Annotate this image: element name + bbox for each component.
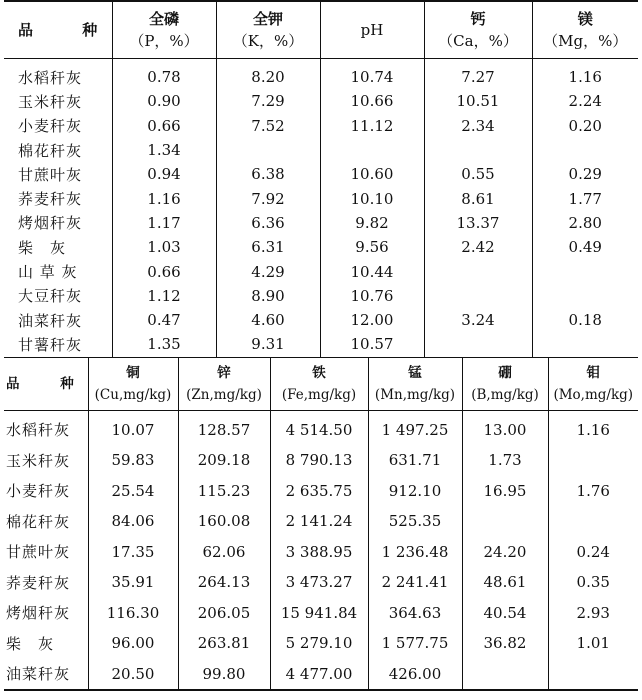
table-cell: [424, 284, 532, 308]
table-cell: 10.07: [88, 410, 178, 445]
table-cell: 364.63: [368, 598, 462, 629]
table-cell: 2.34: [424, 114, 532, 138]
table-cell: [532, 284, 638, 308]
table-cell: 36.82: [462, 628, 548, 659]
table-cell: [548, 445, 638, 476]
table-cell: 1.76: [548, 476, 638, 507]
table-cell: 2 241.41: [368, 567, 462, 598]
row-variety-name: 柴 灰: [6, 634, 55, 653]
table-cell: 426.00: [368, 659, 462, 691]
table-cell: 1.73: [462, 445, 548, 476]
table-cell: 0.35: [548, 567, 638, 598]
table-row: [4, 308, 638, 332]
table-cell: 1.16: [532, 59, 638, 90]
table-row: [4, 332, 638, 356]
row-variety-name: 烤烟秆灰: [18, 214, 83, 233]
table-row: [4, 598, 638, 629]
table-cell: 10.66: [320, 89, 424, 113]
table-cell: 17.35: [88, 537, 178, 568]
header-magnesium: 镁 （Mg，%）: [532, 1, 638, 59]
table-cell: 1.77: [532, 186, 638, 210]
table-cell: 5 279.10: [270, 628, 368, 659]
header-calcium: 钙 （Ca，%）: [424, 1, 532, 59]
table-row: [4, 162, 638, 186]
row-variety-name: 油菜秆灰: [18, 311, 83, 330]
table-cell: 2 141.24: [270, 506, 368, 537]
table-row: [4, 567, 638, 598]
table-cell: 1.17: [112, 211, 216, 235]
row-variety-name: 棉花秆灰: [6, 512, 71, 531]
table-cell: 631.71: [368, 445, 462, 476]
table-cell: 1.35: [112, 332, 216, 356]
table-cell: 116.30: [88, 598, 178, 629]
table-cell: 6.36: [216, 211, 320, 235]
table-cell: 4 477.00: [270, 659, 368, 691]
table-cell: 1.12: [112, 284, 216, 308]
table-row: [4, 537, 638, 568]
table-row: [4, 659, 638, 691]
table-cell: 0.47: [112, 308, 216, 332]
table-cell: [532, 259, 638, 283]
table-cell: [424, 259, 532, 283]
table-cell: [216, 138, 320, 162]
table-cell: 6.38: [216, 162, 320, 186]
table-cell: 20.50: [88, 659, 178, 691]
table-cell: 35.91: [88, 567, 178, 598]
table-cell: 10.57: [320, 332, 424, 356]
table-cell: 1.01: [548, 628, 638, 659]
table-cell: 0.49: [532, 235, 638, 259]
table-cell: 9.31: [216, 332, 320, 356]
table-row: [4, 628, 638, 659]
row-variety-name: 大豆秆灰: [18, 287, 83, 306]
table-cell: [548, 659, 638, 691]
table-cell: 62.06: [178, 537, 270, 568]
table-cell: 2 635.75: [270, 476, 368, 507]
ash-nutrient-tables: [4, 0, 638, 691]
table-cell: 25.54: [88, 476, 178, 507]
row-variety-name: 柴 灰: [18, 238, 67, 257]
table-cell: [462, 506, 548, 537]
table-cell: 1.16: [548, 410, 638, 445]
header-manganese: 锰 (Mn,mg/kg): [368, 357, 462, 410]
header-copper: 铜 (Cu,mg/kg): [88, 357, 178, 410]
row-variety-name: 棉花秆灰: [18, 141, 83, 160]
table-cell: [532, 332, 638, 356]
table-cell: 4.29: [216, 259, 320, 283]
table-cell: 1.03: [112, 235, 216, 259]
table-cell: 3 388.95: [270, 537, 368, 568]
table-cell: 7.27: [424, 59, 532, 90]
table-cell: 1 497.25: [368, 410, 462, 445]
table-cell: 15 941.84: [270, 598, 368, 629]
table-cell: 16.95: [462, 476, 548, 507]
table-header-row: [4, 357, 638, 410]
header-total-phosphorus: 全磷 （P，%）: [112, 1, 216, 59]
table-row: [4, 235, 638, 259]
table-cell: 96.00: [88, 628, 178, 659]
row-variety-name: 水稻秆灰: [6, 421, 71, 440]
row-variety-name: 甘蔗叶灰: [6, 543, 71, 562]
table-cell: 2.93: [548, 598, 638, 629]
table-cell: 0.18: [532, 308, 638, 332]
table-cell: 6.31: [216, 235, 320, 259]
micro-nutrient-table: [4, 357, 638, 692]
table-cell: 128.57: [178, 410, 270, 445]
table-cell: 8 790.13: [270, 445, 368, 476]
table-cell: 209.18: [178, 445, 270, 476]
table-row: [4, 186, 638, 210]
table-cell: 1 236.48: [368, 537, 462, 568]
table-cell: 4 514.50: [270, 410, 368, 445]
table-cell: 2.42: [424, 235, 532, 259]
table-cell: 0.94: [112, 162, 216, 186]
table-row: [4, 506, 638, 537]
table-cell: 7.29: [216, 89, 320, 113]
row-variety-name: 玉米秆灰: [18, 92, 83, 111]
table-cell: [424, 138, 532, 162]
table-cell: 0.66: [112, 114, 216, 138]
row-variety-name: 荞麦秆灰: [18, 190, 83, 209]
row-variety-name: 甘薯秆灰: [18, 335, 83, 354]
header-ph: pH: [320, 1, 424, 59]
table-cell: 0.24: [548, 537, 638, 568]
header-boron: 硼 (B,mg/kg): [462, 357, 548, 410]
header-total-potassium: 全钾 （K，%）: [216, 1, 320, 59]
table-cell: 10.76: [320, 284, 424, 308]
header-iron: 铁 (Fe,mg/kg): [270, 357, 368, 410]
header-zinc: 锌 (Zn,mg/kg): [178, 357, 270, 410]
table-cell: 4.60: [216, 308, 320, 332]
table-cell: [532, 138, 638, 162]
table-cell: 0.55: [424, 162, 532, 186]
table-cell: 99.80: [178, 659, 270, 691]
table-cell: 3 473.27: [270, 567, 368, 598]
table-cell: 48.61: [462, 567, 548, 598]
table-cell: 525.35: [368, 506, 462, 537]
table-cell: 3.24: [424, 308, 532, 332]
table-row: [4, 284, 638, 308]
table-cell: 40.54: [462, 598, 548, 629]
table-cell: [548, 506, 638, 537]
table-header-row: [4, 1, 638, 59]
table-row: [4, 89, 638, 113]
table-cell: 2.80: [532, 211, 638, 235]
row-variety-name: 荞麦秆灰: [6, 573, 71, 592]
table-cell: 10.60: [320, 162, 424, 186]
table-cell: 9.56: [320, 235, 424, 259]
table-cell: 160.08: [178, 506, 270, 537]
table-cell: 0.29: [532, 162, 638, 186]
table-cell: 59.83: [88, 445, 178, 476]
row-variety-name: 水稻秆灰: [18, 68, 83, 87]
table-cell: 7.92: [216, 186, 320, 210]
table-cell: 264.13: [178, 567, 270, 598]
table-cell: 0.78: [112, 59, 216, 90]
table-row: [4, 445, 638, 476]
table-cell: 1 577.75: [368, 628, 462, 659]
table-cell: 13.00: [462, 410, 548, 445]
table-cell: 7.52: [216, 114, 320, 138]
table-cell: 206.05: [178, 598, 270, 629]
table-cell: 24.20: [462, 537, 548, 568]
row-variety-name: 玉米秆灰: [6, 451, 71, 470]
table-cell: 10.10: [320, 186, 424, 210]
table-cell: 10.44: [320, 259, 424, 283]
row-variety-name: 油菜秆灰: [6, 665, 71, 684]
table-cell: 0.66: [112, 259, 216, 283]
table-row: [4, 138, 638, 162]
table-row: [4, 59, 638, 90]
header-molybdenum: 钼 (Mo,mg/kg): [548, 357, 638, 410]
table-cell: 10.51: [424, 89, 532, 113]
table-cell: 13.37: [424, 211, 532, 235]
row-variety-name: 小麦秆灰: [6, 482, 71, 501]
table-cell: 0.20: [532, 114, 638, 138]
table-row: [4, 114, 638, 138]
table-row: [4, 211, 638, 235]
table-cell: 8.20: [216, 59, 320, 90]
table-cell: 263.81: [178, 628, 270, 659]
table-cell: 2.24: [532, 89, 638, 113]
row-variety-name: 甘蔗叶灰: [18, 165, 83, 184]
table-cell: 10.74: [320, 59, 424, 90]
table-cell: 11.12: [320, 114, 424, 138]
table-cell: 8.61: [424, 186, 532, 210]
table-row: [4, 410, 638, 445]
row-variety-name: 烤烟秆灰: [6, 604, 71, 623]
table-cell: 1.34: [112, 138, 216, 162]
header-variety: 品 种: [4, 357, 88, 410]
table-cell: 1.16: [112, 186, 216, 210]
table-cell: [424, 332, 532, 356]
macro-nutrient-table: [4, 0, 638, 357]
table-cell: [462, 659, 548, 691]
table-cell: 84.06: [88, 506, 178, 537]
table-cell: 8.90: [216, 284, 320, 308]
table-cell: 115.23: [178, 476, 270, 507]
table-cell: 9.82: [320, 211, 424, 235]
table-cell: 12.00: [320, 308, 424, 332]
table-cell: 912.10: [368, 476, 462, 507]
header-variety: 品 种: [4, 1, 112, 59]
table-row: [4, 476, 638, 507]
table-row: [4, 259, 638, 283]
table-cell: 0.90: [112, 89, 216, 113]
table-cell: [320, 138, 424, 162]
row-variety-name: 山 草 灰: [18, 263, 78, 282]
row-variety-name: 小麦秆灰: [18, 117, 83, 136]
